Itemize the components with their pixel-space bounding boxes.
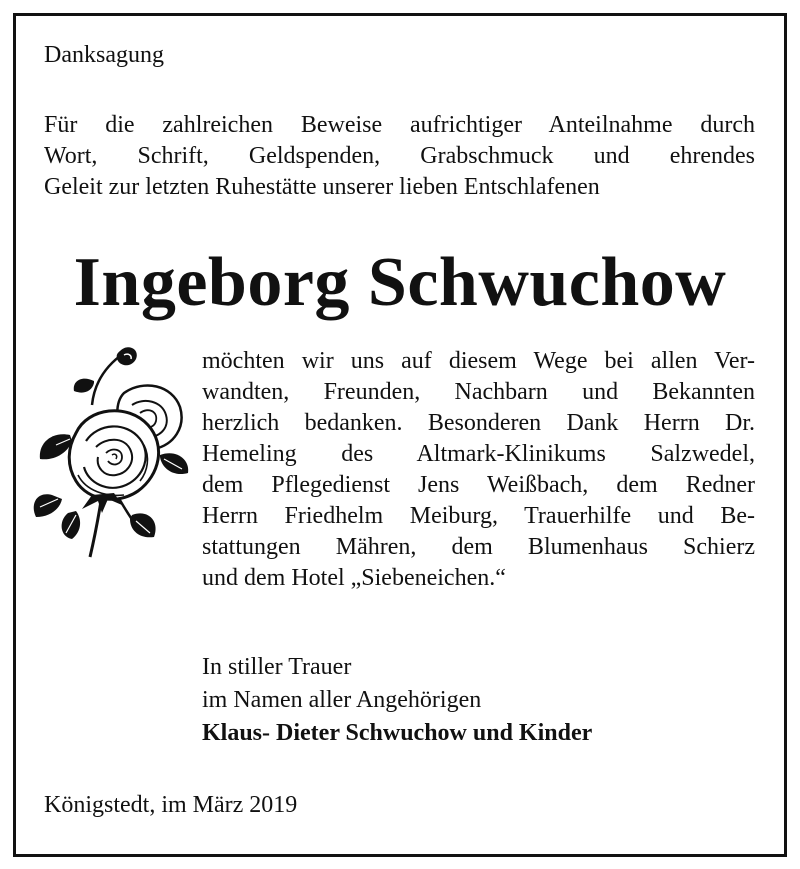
thanks-line: wandten, Freunden, Nachbarn und Bekannten <box>202 379 755 405</box>
closing-line: im Namen aller Angehörigen <box>202 687 482 713</box>
intro-line: Für die zahlreichen Beweise aufrichtiger Anteilnahme durch <box>44 112 755 138</box>
thanks-line: und dem Hotel „Siebeneichen.“ <box>202 565 506 591</box>
signer-name: Klaus- Dieter Schwuchow und Kinder <box>202 720 593 746</box>
intro-line: Wort, Schrift, Geldspenden, Grabschmuck und ehrendes <box>44 143 755 169</box>
thanks-line: dem Pflegedienst Jens Weißbach, dem Redner <box>202 472 755 498</box>
thanks-line: Hemeling des Altmark-Klinikums Salzwedel, <box>202 441 755 467</box>
intro-paragraph <box>44 110 755 203</box>
thanks-line: herzlich bedanken. Besonderen Dank Herrn Dr. <box>202 410 755 436</box>
thanks-paragraph <box>202 346 755 594</box>
place-date: Königstedt, im März 2019 <box>44 792 298 818</box>
intro-line: Geleit zur letzten Ruhestätte unserer lieben Entschlafenen <box>44 174 600 200</box>
closing-block <box>202 652 592 751</box>
closing-line: In stiller Trauer <box>202 654 352 680</box>
deceased-name: Ingeborg Schwuchow <box>73 244 727 321</box>
thanks-line: Herrn Friedhelm Meiburg, Trauerhilfe und Be- <box>202 503 755 529</box>
thanks-line: stattungen Mähren, dem Blumenhaus Schierz <box>202 534 755 560</box>
notice-heading: Danksagung <box>44 42 164 68</box>
rose-icon <box>32 345 192 560</box>
thanks-line: möchten wir uns auf diesem Wege bei allen Ver- <box>202 348 755 374</box>
